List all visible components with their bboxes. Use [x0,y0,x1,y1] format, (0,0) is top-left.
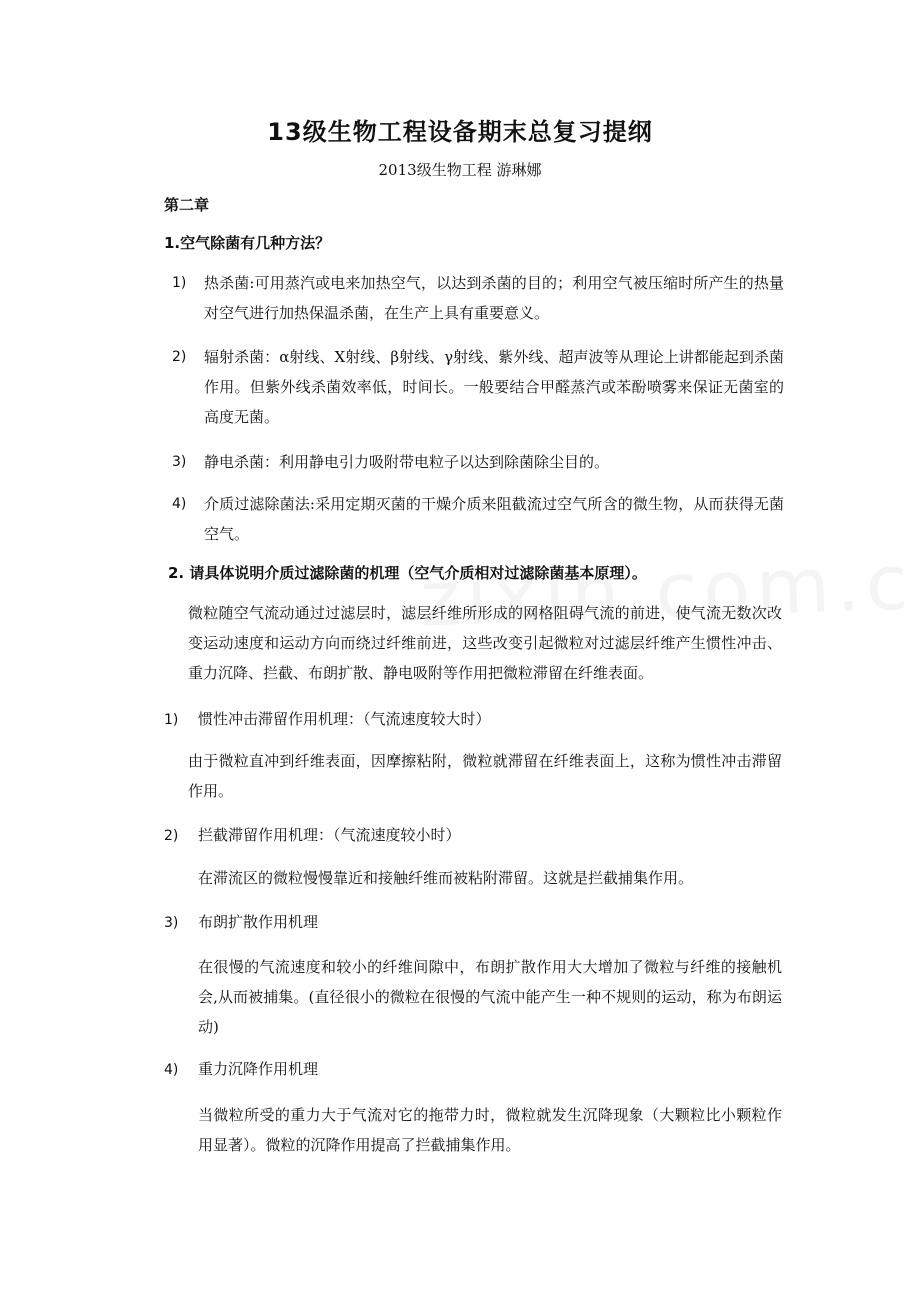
mechanism-number: 4) [164,1062,179,1078]
q1-item [164,342,784,432]
mechanism-text: 在滞流区的微粒慢慢靠近和接触纤维而被粘附滞留。这就是拦截捕集作用。 [198,869,694,887]
item-text: 介质过滤除菌法:采用定期灭菌的干燥介质来阻截流过空气所含的微生物，从而获得无菌空气。 [204,495,784,543]
mechanism-title-text: 布朗扩散作用机理 [198,913,319,931]
mechanism-text: 由于微粒直冲到纤维表面，因摩擦粘附，微粒就滞留在纤维表面上，这称为惯性冲击滞留作用。 [188,752,782,800]
mechanism-title [164,1054,318,1085]
q1-item [164,489,784,549]
item-text: 热杀菌:可用蒸汽或电来加热空气，以达到杀菌的目的；利用空气被压缩时所产生的热量对空气进行加热保温杀菌，在生产上具有重要意义。 [204,274,784,322]
q2-intro-paragraph: 微粒随空气流动通过过滤层时，滤层纤维所形成的网格阻碍气流的前进，使气流无数次改变运动速度和运动方向而绕过纤维前进，这些改变引起微粒对过滤层纤维产生惯性冲击、重力沉降、拦截、布朗扩散、静电吸附等作用把微粒滞留在纤维表面。 [188,604,782,682]
mechanism-title-text: 重力沉降作用机理 [198,1060,319,1078]
mechanism-title-text: 拦截滞留作用机理：（气流速度较小时） [198,826,461,844]
document-subtitle: 2013级生物工程 游琳娜 [378,161,542,179]
item-number: 1) [172,275,187,291]
document-title: 13级生物工程设备期末总复习提纲 [267,118,653,146]
question-1-heading: 1.空气除菌有几种方法？ [164,234,331,252]
item-number: 4) [172,496,187,512]
mechanism-number: 2) [164,828,179,844]
mechanism-title [164,704,491,735]
question-2-heading: 2. 请具体说明介质过滤除菌的机理（空气介质相对过滤除菌基本原理）。 [168,564,647,582]
chapter-heading: 第二章 [164,196,210,214]
q1-item [164,268,784,328]
item-number: 3) [172,454,187,470]
mechanism-text: 当微粒所受的重力大于气流对它的拖带力时，微粒就发生沉降现象（大颗粒比小颗粒作用显著）。微粒的沉降作用提高了拦截捕集作用。 [198,1106,782,1154]
mechanism-text: 在很慢的气流速度和较小的纤维间隙中，布朗扩散作用大大增加了微粒与纤维的接触机会,从而被捕集。(直径很小的微粒在很慢的气流中能产生一种不规则的运动，称为布朗运动) [198,958,782,1036]
item-number: 2) [172,349,187,365]
mechanism-number: 3) [164,915,179,931]
item-text: 静电杀菌：利用静电引力吸附带电粒子以达到除菌除尘目的。 [204,453,610,471]
mechanism-title [164,820,461,851]
mechanism-title-text: 惯性冲击滞留作用机理：（气流速度较大时） [198,710,491,728]
item-text: 辐射杀菌：α射线、X射线、β射线、γ射线、紫外线、超声波等从理论上讲都能起到杀菌作用。但紫外线杀菌效率低，时间长。一般要结合甲醛蒸汽或苯酚喷雾来保证无菌室的高度无菌。 [204,348,784,426]
mechanism-number: 1) [164,712,179,728]
mechanism-title [164,907,318,938]
q1-item [164,447,784,477]
